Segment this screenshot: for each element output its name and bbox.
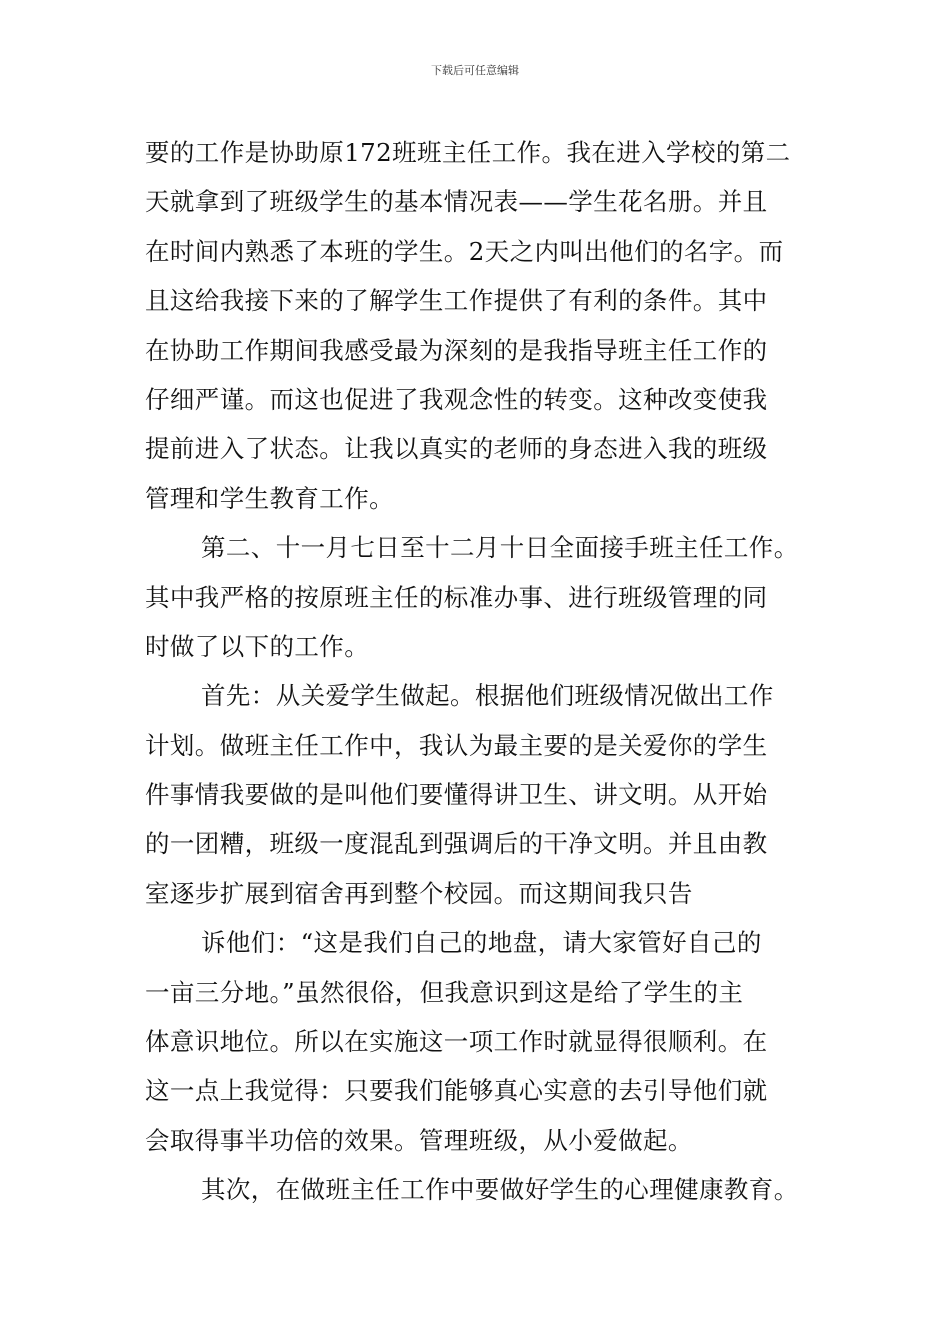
paragraph-start-line: 首先：从关爱学生做起。根据他们班级情况做出工作	[201, 681, 774, 711]
paragraph-start-line: 其次，在做班主任工作中要做好学生的心理健康教育。	[201, 1175, 799, 1205]
text-line: 计划。做班主任工作中，我认为最主要的是关爱你的学生	[145, 730, 768, 760]
text-line: 管理和学生教育工作。	[145, 483, 394, 513]
text-line: 天就拿到了班级学生的基本情况表——学生花名册。并且	[145, 187, 768, 217]
text-line: 一亩三分地。”虽然很俗，但我意识到这是给了学生的主	[145, 977, 744, 1007]
text-line: 件事情我要做的是叫他们要懂得讲卫生、讲文明。从开始	[145, 780, 768, 810]
text-line: 要的工作是协助原172班班主任工作。我在进入学校的第二	[145, 138, 791, 167]
text-line: 体意识地位。所以在实施这一项工作时就显得很顺利。在	[145, 1027, 768, 1057]
text-line: 的一团糟，班级一度混乱到强调后的干净文明。并且由教	[145, 829, 768, 859]
text-line: 其中我严格的按原班主任的标准办事、进行班级管理的同	[145, 582, 768, 612]
text-line: 提前进入了状态。让我以真实的老师的身态进入我的班级	[145, 434, 768, 464]
text-line: 仔细严谨。而这也促进了我观念性的转变。这种改变使我	[145, 384, 768, 414]
text-line: 在协助工作期间我感受最为深刻的是我指导班主任工作的	[145, 335, 768, 365]
text-line: 且这给我接下来的了解学生工作提供了有利的条件。其中	[145, 286, 768, 316]
text-line: 这一点上我觉得：只要我们能够真心实意的去引导他们就	[145, 1076, 768, 1106]
text-line: 室逐步扩展到宿舍再到整个校园。而这期间我只告	[145, 878, 693, 908]
text-line: 时做了以下的工作。	[145, 631, 370, 661]
paragraph-start-line: 第二、十一月七日至十二月十日全面接手班主任工作。	[201, 533, 799, 563]
page-header: 下载后可任意编辑	[431, 64, 519, 77]
paragraph-start-line: 诉他们：“这是我们自己的地盘，请大家管好自己的	[201, 928, 762, 958]
text-line: 在时间内熟悉了本班的学生。2天之内叫出他们的名字。而	[145, 236, 784, 266]
text-line: 会取得事半功倍的效果。管理班级，从小爱做起。	[145, 1125, 693, 1155]
document-body	[145, 128, 825, 1215]
